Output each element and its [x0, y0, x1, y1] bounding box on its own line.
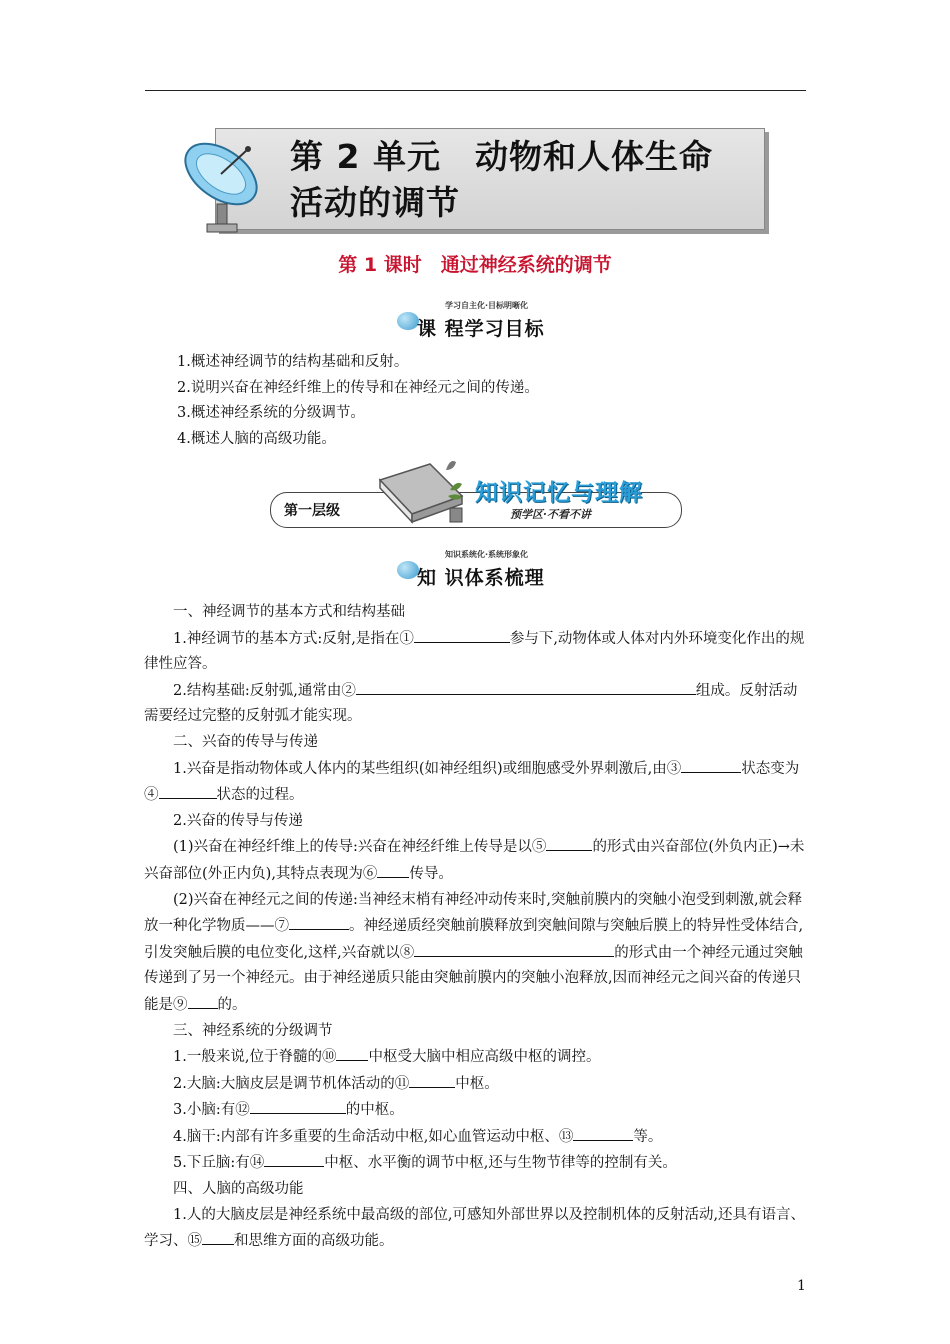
- fill-blank-13[interactable]: [573, 1124, 633, 1141]
- page-number: 1: [797, 1278, 806, 1294]
- objective-item: 3.概述神经系统的分级调节。: [177, 405, 365, 421]
- fill-blank-11[interactable]: [409, 1071, 455, 1088]
- section-heading: 一、神经调节的基本方式和结构基础: [173, 604, 405, 620]
- fill-blank-5[interactable]: [546, 834, 592, 851]
- section-heading: 二、兴奋的传导与传递: [173, 733, 318, 750]
- section-heading: 四、人脑的高级功能: [173, 1181, 304, 1198]
- section-heading: 三、神经系统的分级调节: [173, 1022, 333, 1039]
- satellite-dish-icon: [177, 128, 272, 240]
- paragraph: 1.神经调节的基本方式:反射,是指在① 参与下,动物体或人体对内外环境变化作出的规律性应答。: [144, 626, 808, 678]
- paragraph: 1.兴奋是指动物体或人体内的某些组织(如神经组织)或细胞感受外界刺激后,由③ 状态变为④ 状态的过程。: [144, 756, 808, 809]
- fill-blank-8[interactable]: [414, 940, 614, 957]
- paragraph: 2.兴奋的传导与传递: [173, 812, 303, 829]
- fill-blank-12[interactable]: [250, 1097, 346, 1114]
- fill-blank-7[interactable]: [289, 913, 349, 930]
- header-rule: [145, 90, 806, 91]
- objective-item: 2.说明兴奋在神经纤维上的传导和在神经元之间的传递。: [177, 379, 539, 396]
- paragraph: 1.人的大脑皮层是神经系统中最高级的部位,可感知外部世界以及控制机体的反射活动,还具有语言、学习、⑮ 和思维方面的高级功能。: [144, 1206, 806, 1250]
- fill-blank-15[interactable]: [202, 1228, 234, 1245]
- book-icon: [370, 450, 470, 530]
- list-item: 5.下丘脑:有⑭ 中枢、水平衡的调节中枢,还与生物节律等的控制有关。: [144, 1150, 808, 1177]
- list-item: 1.一般来说,位于脊髓的⑩ 中枢受大脑中相应高级中枢的调控。: [144, 1044, 808, 1071]
- knowledge-badge: 知识系统化·系统形象化 知 识体系梳理: [395, 547, 565, 591]
- fill-blank-4[interactable]: [159, 782, 217, 799]
- fill-blank-1[interactable]: [414, 626, 510, 643]
- list-item: 4.脑干:内部有许多重要的生命活动中枢,如心血管运动中枢、⑬ 等。: [144, 1124, 808, 1151]
- fill-blank-6[interactable]: [377, 861, 409, 878]
- objectives-list: [177, 350, 539, 452]
- knowledge-content: [144, 600, 808, 1255]
- list-item: 3.小脑:有⑫ 的中枢。: [144, 1097, 808, 1124]
- paragraph: (2)兴奋在神经元之间的传递:当神经末梢有神经冲动传来时,突触前膜内的突触小泡受到刺激,就会释放一种化学物质——⑦ 。神经递质经突触前膜释放到突触间隙与突触后膜上的特异性受体结合,引发突触后膜的电位变化,这样,兴奋就以⑧ 的形式由一个神经元通过突触传递到了另一个神经元。由于神经递质只能由突触前膜内的突触小泡释放,因而神经元之间兴奋的传递只能是⑨ 的。: [144, 891, 804, 1013]
- goals-badge: 学习自主化·目标明晰化 课 程学习目标: [395, 298, 565, 342]
- fill-blank-2[interactable]: [356, 678, 696, 695]
- paragraph: (1)兴奋在神经纤维上的传导:兴奋在神经纤维上传导是以⑤ 的形式由兴奋部位(外负内正)→未兴奋部位(外正内负),其特点表现为⑥ 传导。: [144, 834, 808, 887]
- fill-blank-3[interactable]: [681, 756, 741, 773]
- paragraph: 2.结构基础:反射弧,通常由② 组成。反射活动需要经过完整的反射弧才能实现。: [144, 678, 808, 730]
- objective-item: 1.概述神经调节的结构基础和反射。: [177, 354, 409, 370]
- speech-bubble-icon: [397, 312, 419, 330]
- fill-blank-9[interactable]: [188, 992, 218, 1009]
- objective-item: 4.概述人脑的高级功能。: [177, 430, 336, 447]
- list-item: 2.大脑:大脑皮层是调节机体活动的⑪ 中枢。: [144, 1071, 808, 1098]
- fill-blank-14[interactable]: [264, 1150, 324, 1167]
- lesson-title: 第 1 课时 通过神经系统的调节: [338, 254, 612, 276]
- layer-banner: 第一层级 知识记忆与理解 预学区·不看不讲: [270, 450, 685, 530]
- speech-bubble-icon: [397, 561, 419, 579]
- fill-blank-10[interactable]: [336, 1044, 368, 1061]
- unit-title: 第 2 单元 动物和人体生命 活动的调节: [290, 137, 713, 222]
